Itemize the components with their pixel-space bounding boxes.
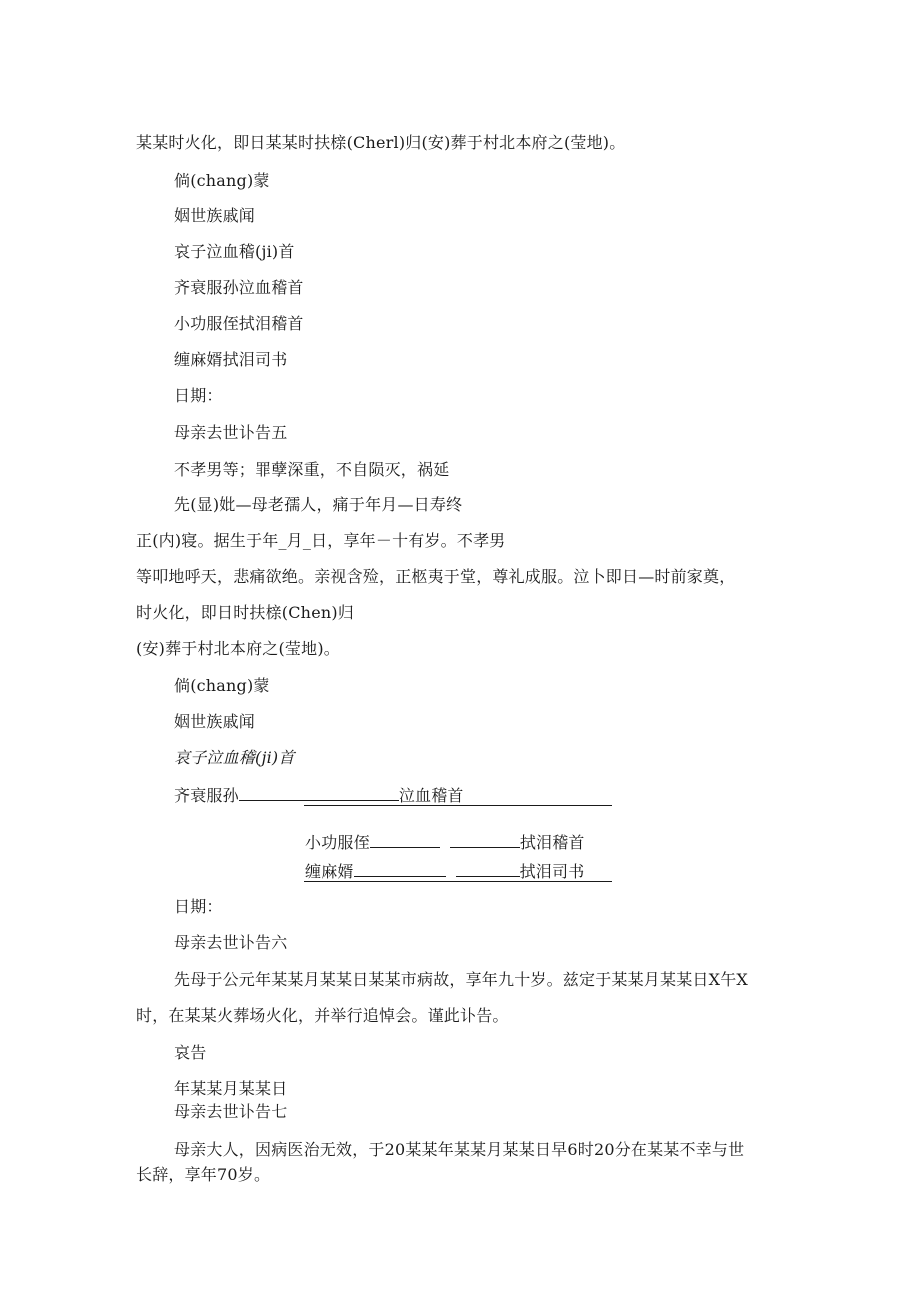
section5-qisui-blank [239, 785, 399, 801]
section6-line-1: 先母于公元年某某月某某日某某市病故，享年九十岁。兹定于某某月某某日X午X [174, 970, 748, 989]
section5-chanma-blank-1 [354, 861, 446, 877]
section6-title: 母亲去世讣告六 [174, 933, 288, 952]
section5-line-3: 正(内)寝。据生于年_月_日，享年－十有岁。不孝男 [136, 531, 506, 550]
section5-line-6: (安)葬于村北本府之(莹地)。 [136, 639, 340, 658]
section5-line-1: 不孝男等；罪孽深重，不自陨灭，祸延 [174, 460, 450, 479]
section5-xiaogong-prefix: 小功服侄 [305, 833, 370, 852]
section5-xiaogong-blank-2 [450, 832, 520, 848]
section5-yinshi: 姻世族戚闻 [174, 712, 256, 731]
section4-chanma: 缠麻婿拭泪司书 [174, 350, 288, 369]
section5-xiaogong-row [305, 832, 585, 853]
section5-line-4: 等叩地呼天，悲痛欲绝。亲视含殓，正柩夷于堂，尊礼成服。泣卜即日—时前家奠， [136, 567, 736, 586]
section7-title: 母亲去世讣告七 [174, 1102, 288, 1121]
section5-table-rule-bottom [304, 881, 612, 882]
section7-line-1: 母亲大人，因病医治无效，于20某某年某某月某某日早6时20分在某某不幸与世 [174, 1140, 745, 1159]
section5-qisui-suffix: 泣血稽首 [398, 786, 464, 805]
section5-qisui-row [174, 785, 464, 806]
section7-line-2: 长辞，享年70岁。 [136, 1165, 271, 1184]
section5-xiaogong-suffix: 拭泪稽首 [519, 833, 585, 852]
section6-aigao: 哀告 [174, 1043, 207, 1062]
section5-line-2: 先(显)妣—母老孺人，痛于年月—日寿终 [174, 495, 463, 514]
section5-xiaogong-blank-1 [370, 832, 440, 848]
section4-changmeng: 倘(chang)蒙 [174, 171, 270, 190]
section5-chanma-prefix: 缠麻婿 [305, 862, 354, 881]
section4-qisui: 齐衰服孙泣血稽首 [174, 278, 304, 297]
section4-xiaogong: 小功服侄拭泪稽首 [174, 314, 304, 333]
section5-chanma-suffix: 拭泪司书 [519, 862, 585, 881]
section4-line-top: 某某时火化，即日某某时扶榇(Cherl)归(安)葬于村北本府之(莹地)。 [136, 133, 626, 152]
section6-line-2: 时，在某某火葬场火化，并举行追悼会。谨此讣告。 [136, 1006, 509, 1025]
section5-line-5: 时火化，即日时扶榇(Chen)归 [136, 603, 355, 622]
section5-qisui-prefix: 齐衰服孙 [174, 786, 239, 805]
section5-table-rule-top [304, 805, 612, 806]
section4-aizi: 哀子泣血稽(ji)首 [174, 242, 295, 261]
section4-date: 日期： [174, 386, 223, 405]
section4-yinshi: 姻世族戚闻 [174, 206, 256, 225]
section5-chanma-blank-2 [456, 861, 520, 877]
section5-title: 母亲去世讣告五 [174, 423, 288, 442]
section6-date: 年某某月某某日 [174, 1079, 288, 1098]
section5-date: 日期： [174, 897, 223, 916]
section5-aizi: 哀子泣血稽(ji)首 [174, 748, 295, 767]
section5-changmeng: 倘(chang)蒙 [174, 676, 270, 695]
section5-chanma-row [305, 861, 584, 882]
